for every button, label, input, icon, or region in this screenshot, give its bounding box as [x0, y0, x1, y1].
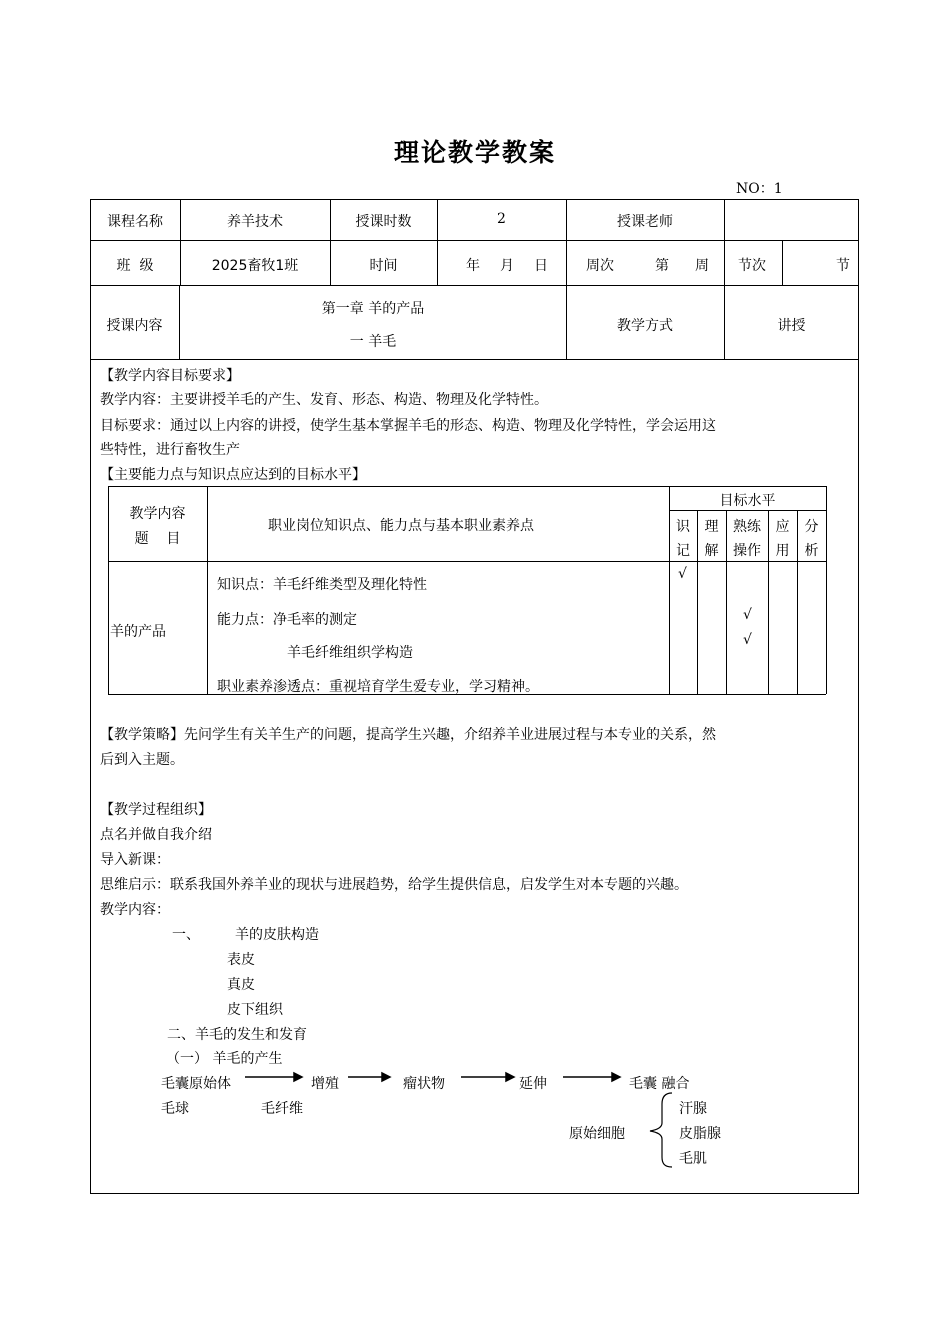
origin-item: 毛肌 — [679, 1151, 707, 1167]
topic-value: 羊的产品 — [110, 624, 166, 640]
ability-point-1: 能力点：净毛率的测定 — [217, 612, 357, 628]
document-number: NO：1 — [736, 181, 783, 197]
level-analyze-2: 析 — [804, 543, 819, 559]
content-section: 一 羊毛 — [349, 334, 397, 350]
level-understand-1: 理 — [704, 519, 719, 535]
sec1-item: 皮下组织 — [227, 1002, 283, 1018]
process-heading: 【教学过程组织】 — [100, 802, 212, 818]
sub1-title: （一） 羊毛的产生 — [166, 1051, 283, 1067]
col-topic-line1: 教学内容 — [129, 506, 186, 522]
col-topic-line2: 题 目 — [134, 531, 181, 547]
flow-step: 瘤状物 — [403, 1076, 445, 1092]
level-understand-2: 解 — [704, 543, 719, 559]
origin-item: 汗腺 — [679, 1101, 707, 1117]
teacher-label: 授课老师 — [617, 214, 673, 230]
time-label: 时间 — [369, 258, 398, 274]
class-value: 2025畜牧1班 — [211, 258, 299, 274]
objectives-goal-line1: 目标要求：通过以上内容的讲授，使学生基本掌握羊毛的形态、构造、物理及化学特性，学会运用这 — [100, 418, 716, 434]
content-label: 授课内容 — [106, 318, 163, 334]
flow-step: 毛囊原始体 — [161, 1076, 231, 1092]
flow-step: 延伸 — [519, 1076, 547, 1092]
level-operate-2: 操作 — [733, 543, 761, 559]
strategy-line1: 【教学策略】先问学生有关羊生产的问题，提高学生兴趣，介绍养羊业进展过程与本专业的关系，然 — [100, 727, 716, 743]
course-name-value: 养羊技术 — [227, 214, 283, 230]
ability-point-2: 羊毛纤维组织学构造 — [287, 645, 413, 661]
level-apply-1: 应 — [775, 519, 790, 535]
process-inspire: 思维启示：联系我国外养羊业的现状与进展趋势，给学生提供信息，启发学生对本专题的兴趣。 — [100, 877, 688, 893]
origin-item: 皮脂腺 — [679, 1126, 721, 1142]
origin-cell: 原始细胞 — [569, 1126, 625, 1142]
level-remember-2: 记 — [676, 543, 690, 559]
arrow-head-icon — [612, 1073, 620, 1081]
knowledge-point: 知识点：羊毛纤维类型及理化特性 — [217, 577, 427, 593]
level-apply-2: 用 — [775, 543, 790, 559]
check-mark: √ — [743, 632, 752, 648]
objectives-content: 教学内容：主要讲授羊毛的产生、发育、形态、构造、物理及化学特性。 — [100, 392, 548, 408]
section-label: 节次 — [738, 258, 766, 274]
process-roll-call: 点名并做自我介绍 — [100, 827, 212, 843]
week-di: 第 — [655, 258, 669, 274]
page-title: 理论教学教案 — [393, 138, 556, 167]
sec2-title: 二、羊毛的发生和发育 — [167, 1027, 307, 1043]
check-mark: √ — [678, 566, 687, 582]
hours-value: 2 — [497, 211, 506, 227]
course-name-label: 课程名称 — [107, 214, 163, 230]
level-remember-1: 识 — [676, 519, 690, 535]
objectives-heading: 【教学内容目标要求】 — [100, 368, 240, 384]
col-points: 职业岗位知识点、能力点与基本职业素养点 — [268, 518, 534, 534]
flow-step: 毛囊 融合 — [629, 1076, 690, 1092]
hours-label: 授课时数 — [355, 214, 412, 230]
week-label: 周次 — [586, 258, 614, 274]
level-operate-1: 熟练 — [733, 519, 761, 535]
sec1-item: 表皮 — [227, 952, 255, 968]
flow-arrows — [245, 1073, 620, 1081]
check-mark: √ — [743, 607, 752, 623]
arrow-head-icon — [294, 1073, 302, 1081]
sec1-number: 一、 — [172, 927, 200, 943]
process-content-label: 教学内容： — [100, 902, 170, 918]
quality-point: 职业素养渗透点：重视培育学生爱专业，学习精神。 — [217, 679, 539, 695]
class-label: 班 级 — [116, 258, 154, 274]
brace-icon — [650, 1093, 672, 1167]
date-month: 月 — [500, 258, 514, 274]
strategy-line2: 后到入主题。 — [100, 752, 184, 768]
process-intro: 导入新课： — [100, 852, 170, 868]
ability-heading: 【主要能力点与知识点应达到的目标水平】 — [100, 467, 366, 483]
flow-row2-item: 毛纤维 — [261, 1101, 303, 1117]
content-chapter: 第一章 羊的产品 — [321, 301, 425, 317]
level-analyze-1: 分 — [804, 519, 819, 535]
date-year: 年 — [466, 258, 480, 274]
arrow-head-icon — [506, 1073, 514, 1081]
flow-step: 增殖 — [311, 1076, 339, 1092]
date-day: 日 — [534, 258, 548, 274]
sec1-title: 羊的皮肤构造 — [235, 927, 319, 943]
method-label: 教学方式 — [617, 318, 673, 334]
objectives-goal-line2: 些特性，进行畜牧生产 — [100, 442, 240, 458]
flow-row2-item: 毛球 — [161, 1101, 189, 1117]
col-level: 目标水平 — [719, 493, 776, 509]
week-zhou: 周 — [695, 258, 709, 274]
arrow-head-icon — [382, 1073, 390, 1081]
sec1-item: 真皮 — [227, 977, 255, 993]
section-unit: 节 — [836, 258, 850, 274]
method-value: 讲授 — [777, 318, 806, 334]
